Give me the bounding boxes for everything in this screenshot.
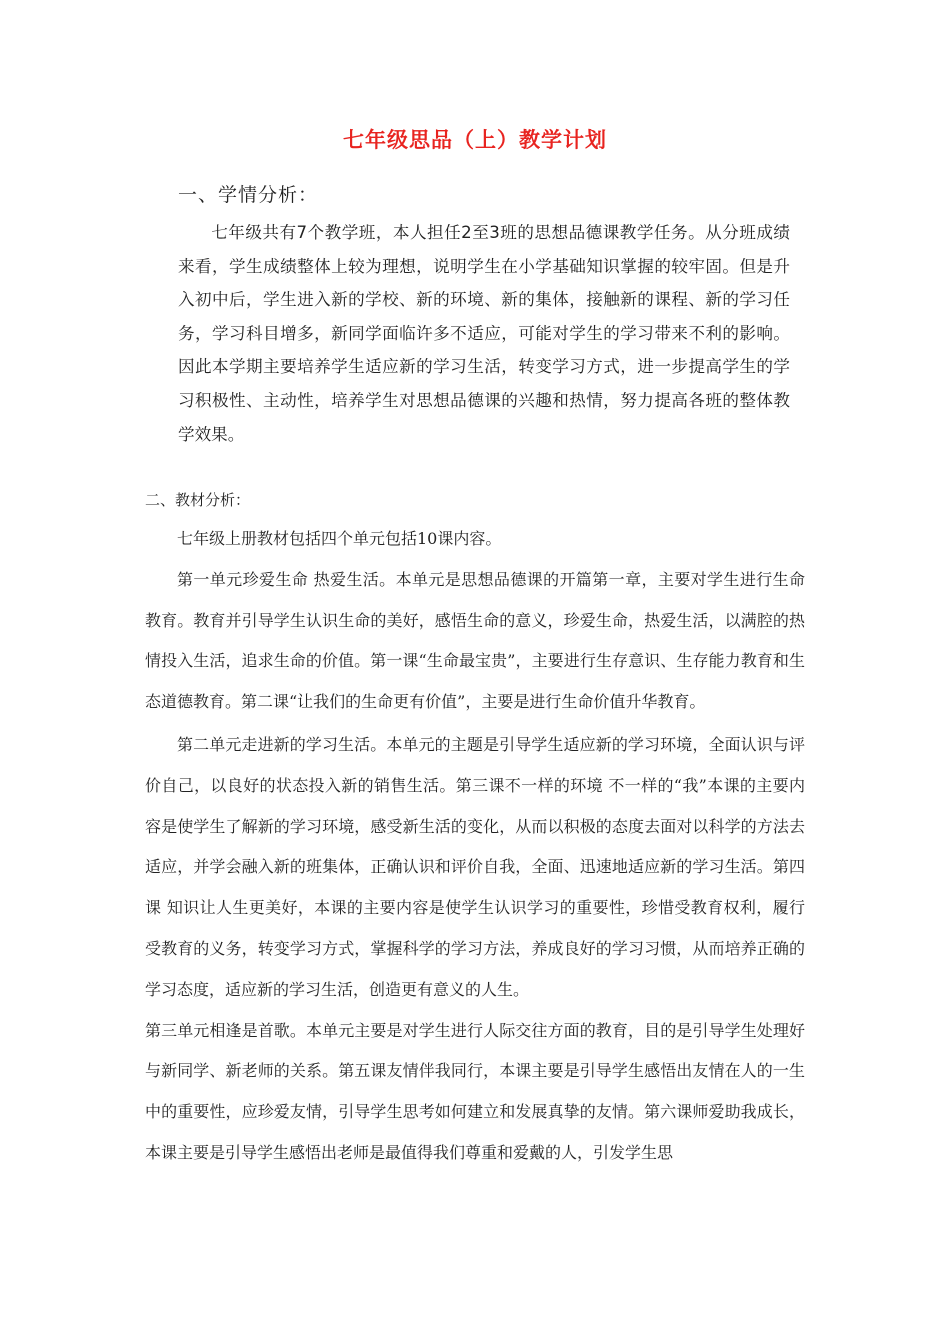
section-body-textbook-analysis	[145, 519, 805, 1174]
paragraph-overview: 七年级上册教材包括四个单元包括10课内容。	[177, 529, 502, 548]
paragraph-unit-1: 第一单元珍爱生命 热爱生活。本单元是思想品德课的开篇第一章，主要对学生进行生命教育。教育并引导学生认识生命的美好，感悟生命的意义，珍爱生命，热爱生活，以满腔的热情投入生活，追求生命的价值。第一课“生命最宝贵”，主要进行生存意识、生存能力教育和生态道德教育。第二课“让我们的生命更有价值”，主要是进行生命价值升华教育。	[145, 569, 805, 712]
paragraph-unit-3: 第三单元相逢是首歌。本单元主要是对学生进行人际交往方面的教育，目的是引导学生处理好与新同学、新老师的关系。第五课友情伴我同行，本课主要是引导学生感悟出友情在人的一生中的重要性，应珍爱友情，引导学生思考如何建立和发展真挚的友情。第六课师爱助我成长，本课主要是引导学生感悟出老师是最值得我们尊重和爱戴的人，引发学生思	[145, 1020, 805, 1162]
paragraph-unit-2: 第二单元走进新的学习生活。本单元的主题是引导学生适应新的学习环境，全面认识与评价自己，以良好的状态投入新的销售生活。第三课不一样的环境 不一样的“我”本课的主要内容是使学生了解新的学习环境，感受新生活的变化，从而以积极的态度去面对以科学的方法去适应，并学会融入新的班集体，正确认识和评价自我，全面、迅速地适应新的学习生活。第四课 知识让人生更美好，本课的主要内容是使学生认识学习的重要性，珍惜受教育权利，履行受教育的义务，转变学习方式，掌握科学的学习方法，养成良好的学习习惯，从而培养正确的学习态度，适应新的学习生活，创造更有意义的人生。	[145, 734, 805, 999]
section-heading-learning-analysis: 一、学情分析：	[178, 184, 319, 206]
section-body-learning-analysis: 七年级共有7个教学班，本人担任2至3班的思想品德课教学任务。从分班成绩来看，学生成绩整体上较为理想，说明学生在小学基础知识掌握的较牢固。但是升入初中后，学生进入新的学校、新的环境、新的集体，接触新的课程、新的学习任务，学习科目增多，新同学面临许多不适应，可能对学生的学习带来不利的影响。因此本学期主要培养学生适应新的学习生活，转变学习方式，进一步提高学生的学习积极性、主动性，培养学生对思想品德课的兴趣和热情，努力提高各班的整体教学效果。	[178, 223, 790, 444]
document-title: 七年级思品（上）教学计划	[343, 127, 607, 152]
section-heading-textbook-analysis: 二、教材分析：	[145, 491, 251, 509]
